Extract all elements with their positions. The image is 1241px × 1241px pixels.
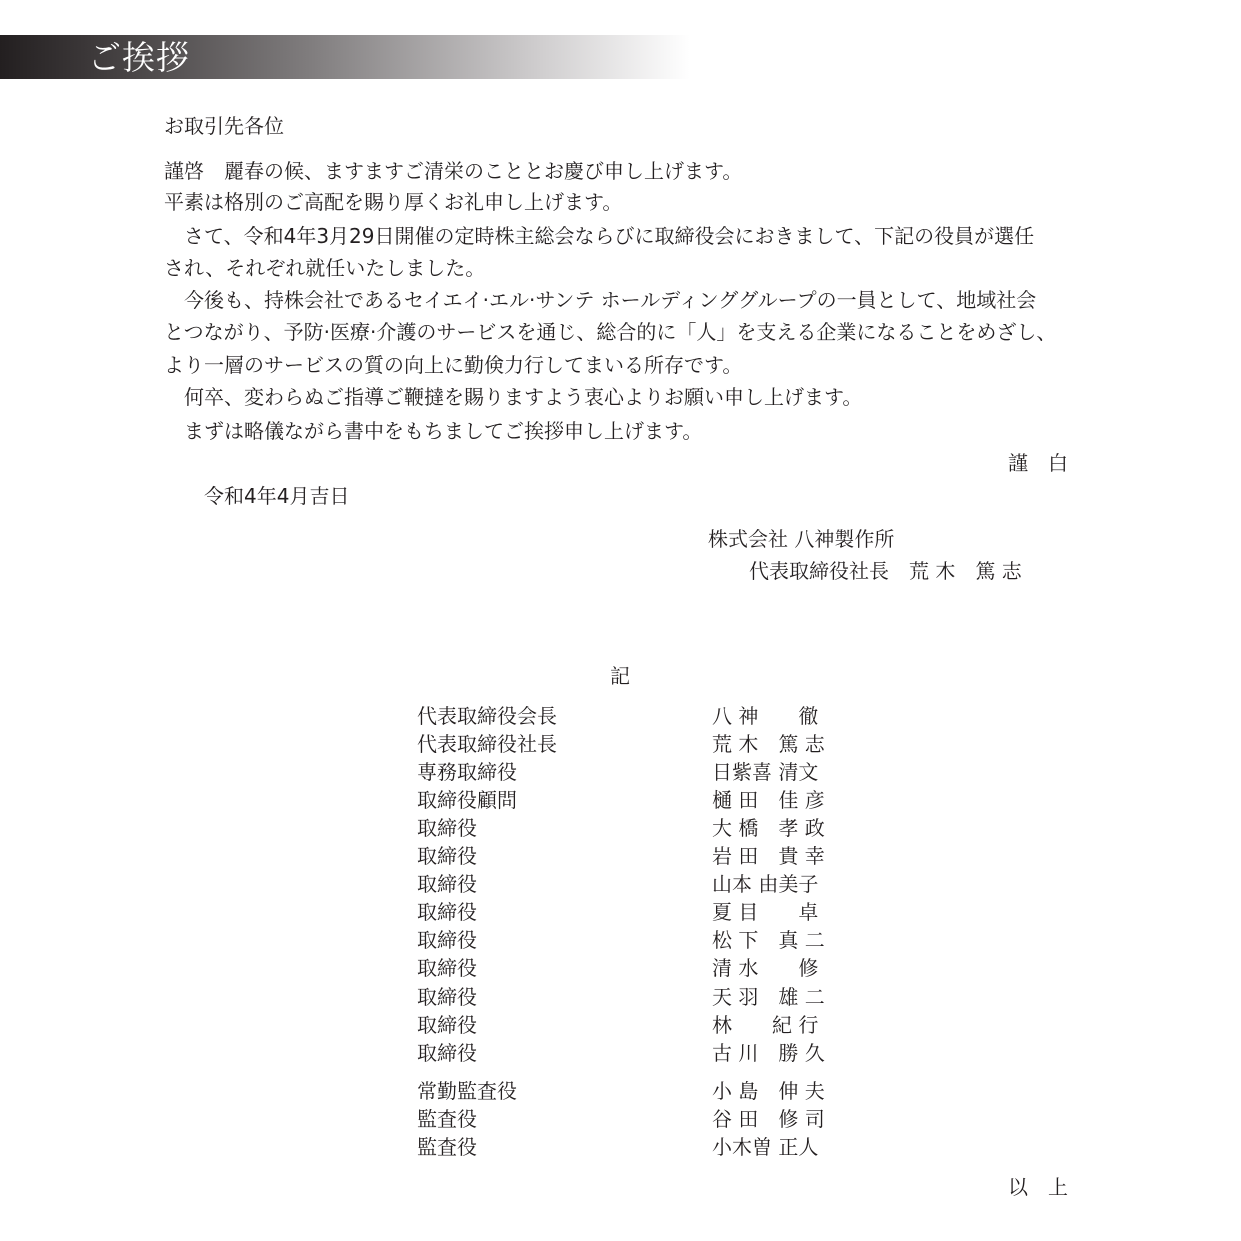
officer-role: 取締役: [417, 872, 477, 896]
letter-line: 平素は格別のご高配を賜り厚くお礼申し上げます。: [164, 190, 623, 214]
officer-role: 取締役: [417, 1041, 477, 1065]
record-end: 以 上: [1008, 1175, 1068, 1199]
officer-name: 大 橋 孝 政: [712, 816, 825, 840]
auditor-name: 小 島 伸 夫: [712, 1079, 825, 1103]
letter-line: され、それぞれ就任いたしました。: [164, 256, 486, 280]
officer-name: 山本 由美子: [712, 872, 819, 896]
letter-line: さて、令和4年3月29日開催の定時株主総会ならびに取締役会におきまして、下記の役員が選任: [184, 224, 1035, 248]
auditor-role: 監査役: [417, 1107, 477, 1131]
auditor-role: 監査役: [417, 1135, 477, 1159]
officer-name: 清 水 修: [712, 956, 819, 980]
officer-name: 夏 目 卓: [712, 900, 819, 924]
letter-line: とつながり、予防·医療·介護のサービスを通じ、総合的に「人」を支える企業になることをめざし、: [164, 320, 1057, 344]
officer-role: 取締役: [417, 928, 477, 952]
sender: 代表取締役社長 荒 木 篤 志: [749, 559, 1022, 583]
officer-name: 日紫喜 清文: [712, 760, 819, 784]
officer-role: 取締役: [417, 985, 477, 1009]
page-title: ご挨拶: [88, 38, 190, 77]
letter-line: 何卒、変わらぬご指導ご鞭撻を賜りますよう衷心よりお願い申し上げます。: [184, 385, 863, 409]
officer-role: 取締役: [417, 844, 477, 868]
auditor-role: 常勤監査役: [417, 1079, 517, 1103]
letter-line: より一層のサービスの質の向上に勤倹力行してまいる所存です。: [164, 353, 743, 377]
officer-role: 取締役: [417, 1013, 477, 1037]
officer-name: 古 川 勝 久: [712, 1041, 825, 1065]
company-name: 株式会社 八神製作所: [708, 527, 895, 551]
date: 令和4年4月吉日: [204, 484, 350, 508]
record-heading: 記: [610, 664, 630, 688]
officer-role: 取締役: [417, 816, 477, 840]
officer-name: 岩 田 貴 幸: [712, 844, 825, 868]
officer-role: 代表取締役社長: [417, 732, 557, 756]
auditor-name: 谷 田 修 司: [712, 1107, 825, 1131]
officer-name: 林 紀 行: [712, 1013, 819, 1037]
officer-name: 樋 田 佳 彦: [712, 788, 825, 812]
officer-role: 取締役: [417, 900, 477, 924]
officer-name: 松 下 真 二: [712, 928, 825, 952]
closing: 謹 白: [1008, 451, 1068, 475]
addressee: お取引先各位: [164, 114, 284, 138]
officer-role: 取締役顧問: [417, 788, 517, 812]
officer-name: 荒 木 篤 志: [712, 732, 825, 756]
letter-line: まずは略儀ながら書中をもちましてご挨拶申し上げます。: [184, 419, 703, 443]
officer-role: 取締役: [417, 956, 477, 980]
letter-line: 今後も、持株会社であるセイエイ·エル·サンテ ホールディンググループの一員として、地域社会: [184, 288, 1037, 312]
officer-name: 八 神 徹: [712, 704, 819, 728]
letter-line: 謹啓 麗春の候、ますますご清栄のこととお慶び申し上げます。: [164, 159, 743, 183]
auditor-name: 小木曽 正人: [712, 1135, 819, 1159]
officer-role: 代表取締役会長: [417, 704, 557, 728]
officer-role: 専務取締役: [417, 760, 517, 784]
officer-name: 天 羽 雄 二: [712, 985, 825, 1009]
